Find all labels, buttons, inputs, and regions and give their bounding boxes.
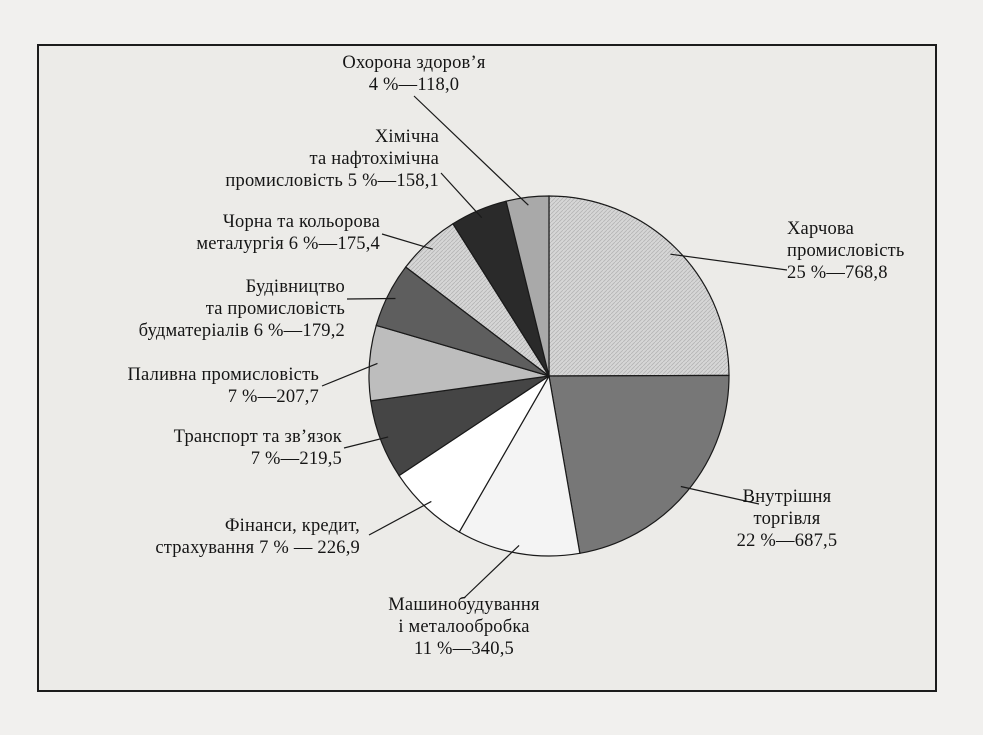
label-transport: [174, 426, 342, 470]
chart-figure: [37, 44, 937, 692]
label-machine-line2: і металообробка: [398, 617, 530, 637]
leader-line-3: [464, 545, 519, 598]
pie-slice-1: [549, 196, 729, 376]
label-finance: [155, 515, 360, 559]
label-chemical-line2: та нафтохімічна: [309, 149, 439, 169]
label-metallurgy: [196, 211, 380, 255]
label-food-industry: [787, 218, 905, 284]
label-domestic-trade: [707, 486, 867, 552]
label-health-line1: Охорона здоров’я: [342, 53, 486, 73]
leader-line-8: [382, 234, 433, 249]
label-machine-line1: Машинобудування: [388, 595, 540, 615]
label-food-line1: Харчова: [787, 219, 855, 239]
label-chemical-value: промисловість 5 %—158,1: [225, 171, 439, 191]
label-finance-line1: Фінанси, кредит,: [224, 516, 360, 536]
label-metallurgy-value: металургія 6 %—175,4: [196, 234, 380, 254]
label-food-line2: промисловість: [787, 241, 905, 261]
leader-line-4: [369, 501, 431, 535]
label-trade-line1: Внутрішня: [742, 487, 832, 507]
leader-line-7: [347, 298, 395, 299]
label-chemical-line1: Хімічна: [374, 127, 439, 147]
label-construction: [139, 276, 345, 342]
label-healthcare: [314, 52, 514, 96]
label-fuel-value: 7 %—207,7: [227, 387, 319, 407]
label-chemical: [225, 126, 439, 192]
label-construction-line2: та промисловість: [205, 299, 345, 319]
leader-line-9: [441, 173, 482, 218]
label-metallurgy-line1: Чорна та кольорова: [222, 212, 380, 232]
pie-slice-2: [549, 375, 729, 553]
label-trade-value: 22 %—687,5: [736, 531, 838, 551]
label-machine-value: 11 %—340,5: [414, 639, 514, 659]
label-transport-value: 7 %—219,5: [250, 449, 342, 469]
label-finance-value: страхування 7 % — 226,9: [155, 538, 360, 558]
label-transport-line1: Транспорт та зв’язок: [173, 427, 342, 447]
label-construction-value: будматеріалів 6 %—179,2: [138, 321, 345, 341]
label-trade-line2: торгівля: [753, 509, 821, 529]
label-food-value: 25 %—768,8: [787, 263, 888, 283]
label-fuel-line1: Паливна промисловість: [127, 365, 319, 385]
label-machine-building: [344, 594, 584, 660]
label-construction-line1: Будівництво: [245, 277, 345, 297]
label-fuel-industry: [128, 364, 320, 408]
label-health-value: 4 %—118,0: [368, 75, 460, 95]
